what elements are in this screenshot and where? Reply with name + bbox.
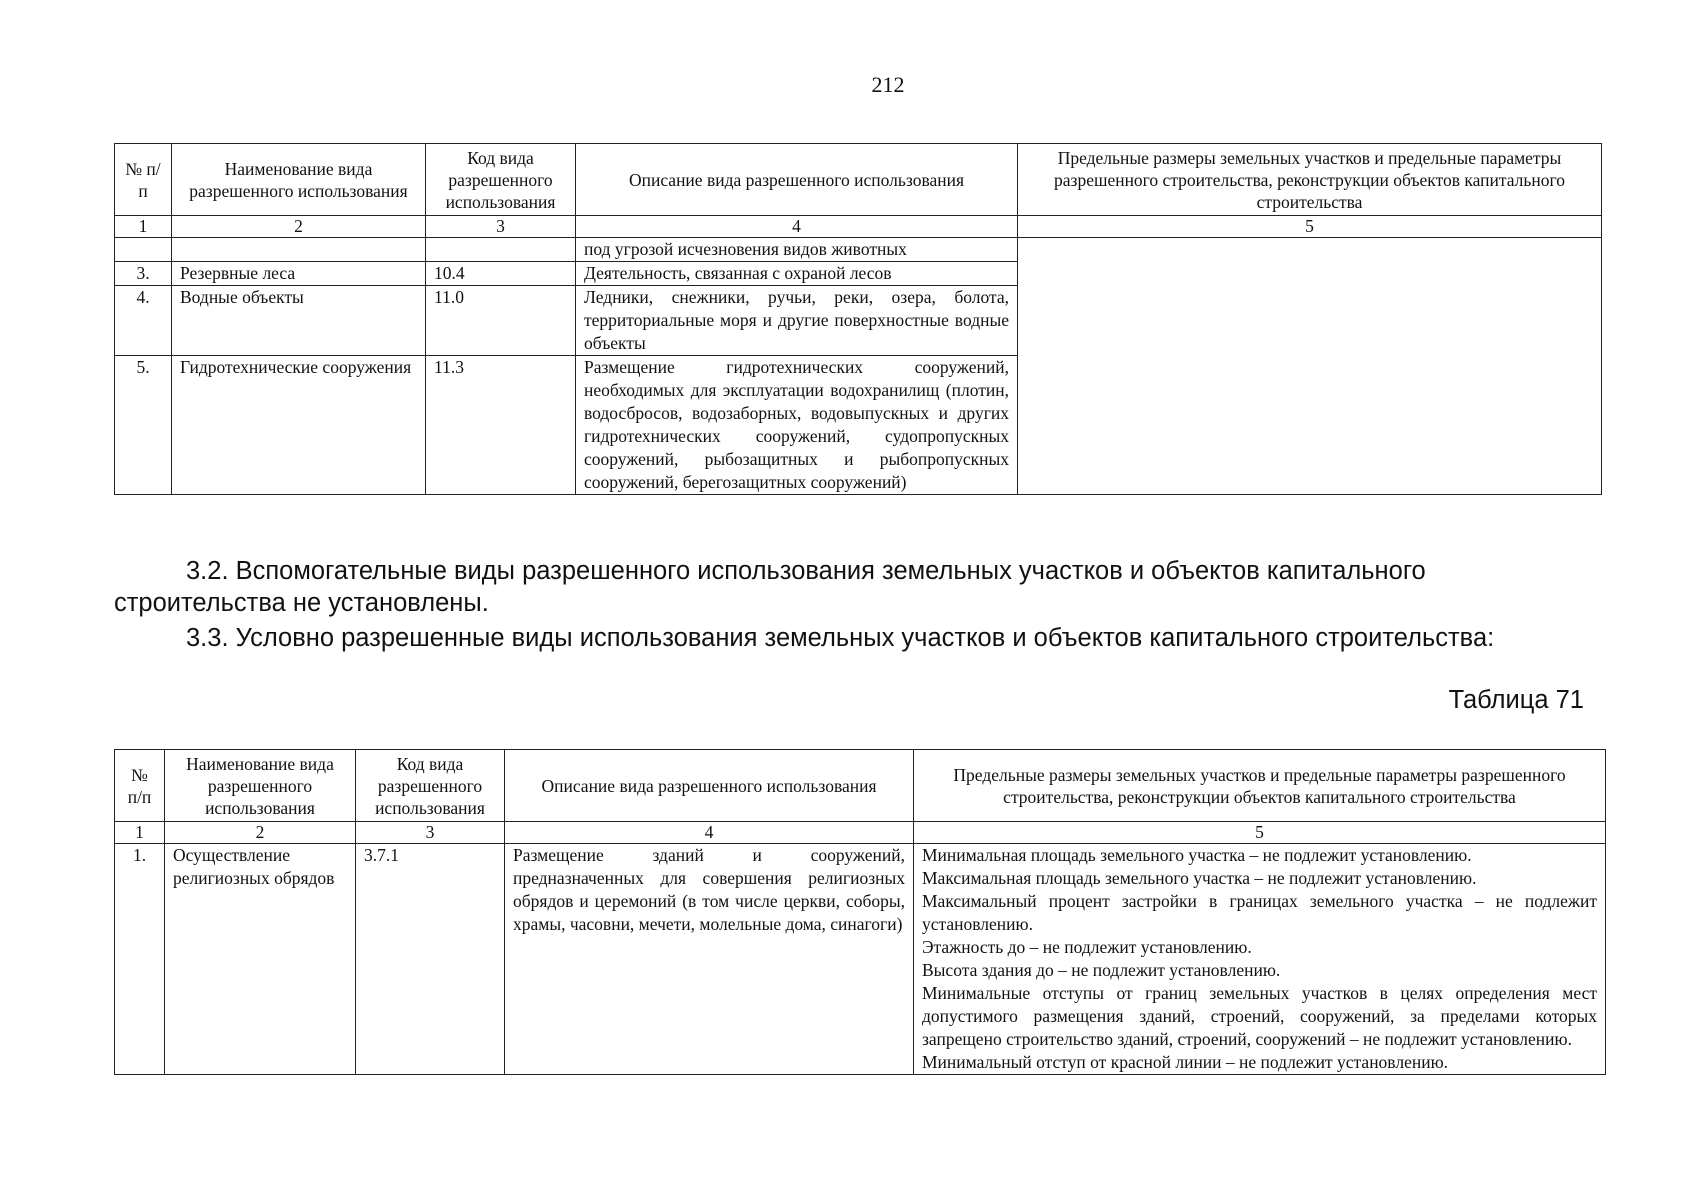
conditional-land-use-table [114, 749, 1606, 1075]
header-name: Наименование вида разрешенного использования [172, 144, 426, 216]
row-code: 3.7.1 [356, 844, 505, 1075]
limit-line: Максимальная площадь земельного участка – не подлежит установлению. [922, 868, 1477, 888]
column-numbers-row [115, 822, 1606, 844]
page-number: 212 [871, 72, 905, 97]
header-number: № п/п [115, 750, 165, 822]
column-number: 3 [426, 216, 576, 238]
table-caption: Таблица 71 [1448, 686, 1584, 714]
row-description: Размещение зданий и сооружений, предназначенных для совершения религиозных обрядов и церемоний (в том числе церкви, соборы, храмы, часовни, мечети, молельные дома, синагоги) [505, 844, 914, 1075]
row-limits-empty [1018, 238, 1602, 495]
column-number: 5 [1018, 216, 1602, 238]
table-row [115, 844, 1606, 1075]
limit-line: Этажность до – не подлежит установлению. [922, 937, 1252, 957]
column-number: 2 [165, 822, 356, 844]
column-numbers-row [115, 216, 1602, 238]
header-description: Описание вида разрешенного использования [576, 144, 1018, 216]
column-number: 4 [576, 216, 1018, 238]
row-description: Ледники, снежники, ручьи, реки, озера, болота, территориальные моря и другие поверхностные водные объекты [576, 286, 1018, 356]
header-name: Наименование вида разрешенного использования [165, 750, 356, 822]
row-name: Резервные леса [172, 262, 426, 286]
header-limits: Предельные размеры земельных участков и предельные параметры разрешенного строительства, реконструкции объектов капитального строительства [1018, 144, 1602, 216]
row-name: Осуществление религиозных обрядов [165, 844, 356, 1075]
header-code: Код вида разрешенного использования [426, 144, 576, 216]
table-header-row [115, 750, 1606, 822]
column-number: 3 [356, 822, 505, 844]
paragraph-3-2: 3.2. Вспомогательные виды разрешенного использования земельных участков и объектов капитального строительства не установлены. [114, 557, 1426, 617]
header-description: Описание вида разрешенного использования [505, 750, 914, 822]
row-code: 10.4 [426, 262, 576, 286]
limit-line: Минимальный отступ от красной линии – не подлежит установлению. [922, 1052, 1449, 1072]
row-number: 1. [115, 844, 165, 1075]
column-number: 1 [115, 822, 165, 844]
row-description: Деятельность, связанная с охраной лесов [576, 262, 1018, 286]
row-number: 4. [115, 286, 172, 356]
row-limits [914, 844, 1606, 1075]
row-name: Гидротехнические сооружения [172, 356, 426, 495]
header-limits: Предельные размеры земельных участков и предельные параметры разрешенного строительства, реконструкции объектов капитального строительства [914, 750, 1606, 822]
column-number: 4 [505, 822, 914, 844]
row-code: 11.0 [426, 286, 576, 356]
row-number: 3. [115, 262, 172, 286]
column-number: 2 [172, 216, 426, 238]
row-number: 5. [115, 356, 172, 495]
row-description: под угрозой исчезновения видов животных [576, 238, 1018, 262]
column-number: 5 [914, 822, 1606, 844]
paragraph-3-3: 3.3. Условно разрешенные виды использования земельных участков и объектов капитального строительства: [186, 624, 1495, 652]
row-name: Водные объекты [172, 286, 426, 356]
limit-line: Минимальная площадь земельного участка – не подлежит установлению. [922, 845, 1472, 865]
header-number: № п/п [115, 144, 172, 216]
row-description: Размещение гидротехнических сооружений, необходимых для эксплуатации водохранилищ (плотин, водосбросов, водозаборных, водовыпускных и других гидротехнических сооружений, судопропускных сооружений, рыбозащитных и рыбопропускных сооружений, берегозащитных сооружений) [576, 356, 1018, 495]
row-code: 11.3 [426, 356, 576, 495]
header-code: Код вида разрешенного использования [356, 750, 505, 822]
limit-line: Высота здания до – не подлежит установлению. [922, 960, 1281, 980]
land-use-table-continued [114, 143, 1602, 495]
table-row [115, 238, 1602, 262]
limit-line: Максимальный процент застройки в границах земельного участка – не подлежит установлению. [922, 891, 1597, 934]
limit-line: Минимальные отступы от границ земельных участков в целях определения мест допустимого размещения зданий, строений, сооружений, за пределами которых запрещено строительство зданий, строений, сооружений – не подлежит установлению. [922, 983, 1597, 1049]
table-header-row [115, 144, 1602, 216]
row-name [172, 238, 426, 262]
column-number: 1 [115, 216, 172, 238]
row-number [115, 238, 172, 262]
row-code [426, 238, 576, 262]
